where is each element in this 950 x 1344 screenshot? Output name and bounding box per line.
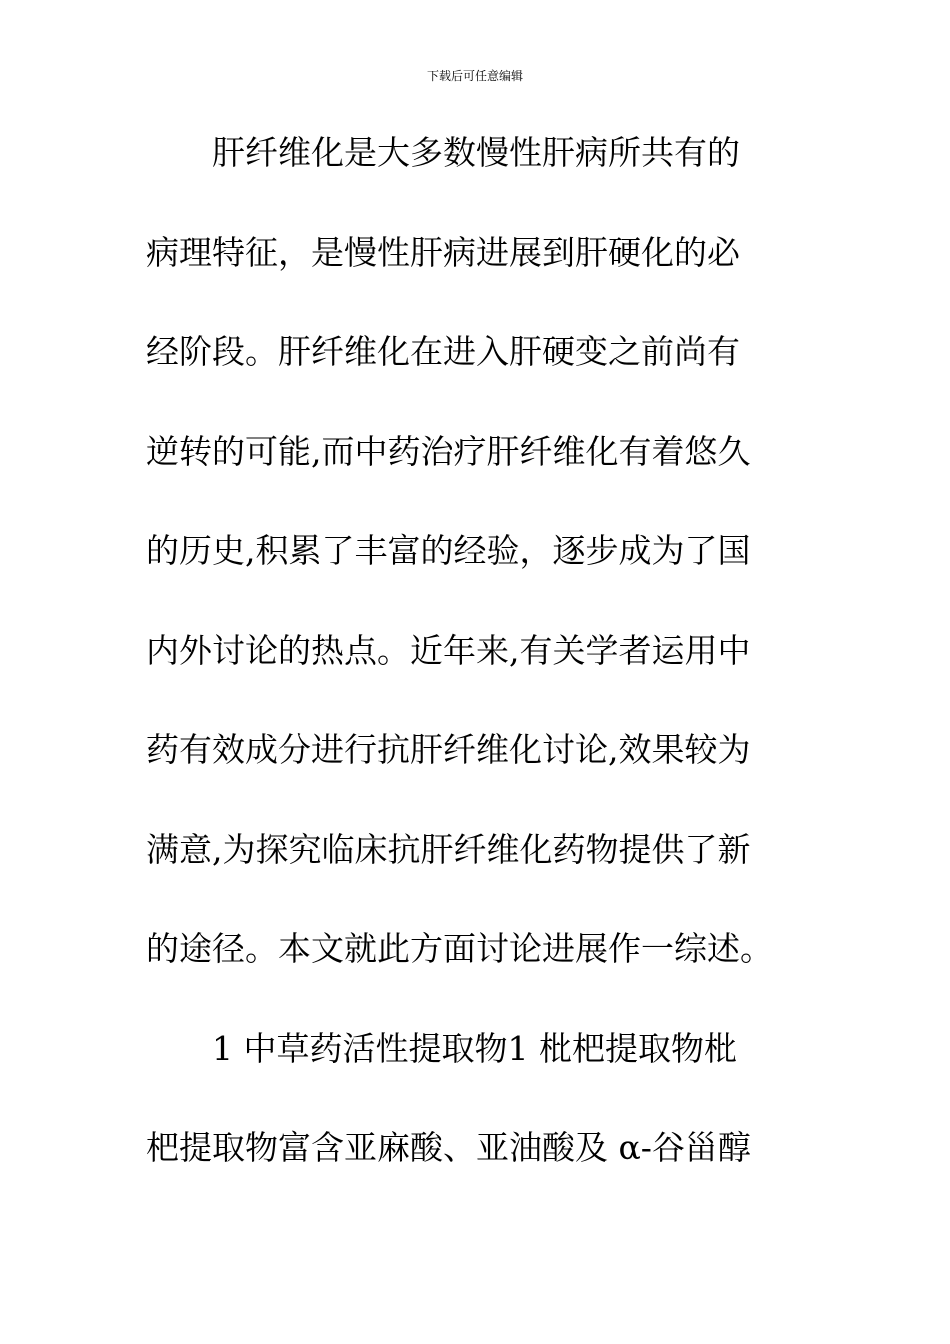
paragraph-line: 药有效成分进行抗肝纤维化讨论,效果较为 [146, 730, 751, 769]
paragraph-line: 内外讨论的热点。近年来,有关学者运用中 [146, 630, 751, 670]
body-text [146, 120, 826, 1215]
download-note: 下载后可任意编辑 [426, 69, 523, 83]
section-heading-line: 1 中草药活性提取物1 枇杷提取物枇 [212, 1028, 737, 1068]
paragraph-line: 杷提取物富含亚麻酸、亚油酸及 α-谷甾醇 [146, 1128, 751, 1167]
paragraph-line: 肝纤维化是大多数慢性肝病所共有的 [212, 133, 740, 172]
paragraph-line: 满意,为探究临床抗肝纤维化药物提供了新 [146, 829, 751, 869]
paragraph-line: 病理特征，是慢性肝病进展到肝硬化的必 [146, 232, 740, 272]
paragraph-line: 的途径。本文就此方面讨论进展作一综述。 [146, 929, 773, 968]
paragraph-line: 的历史,积累了丰富的经验，逐步成为了国 [146, 531, 751, 570]
paragraph-line: 逆转的可能,而中药治疗肝纤维化有着悠久 [146, 431, 751, 471]
paragraph-line: 经阶段。肝纤维化在进入肝硬变之前尚有 [146, 332, 740, 371]
